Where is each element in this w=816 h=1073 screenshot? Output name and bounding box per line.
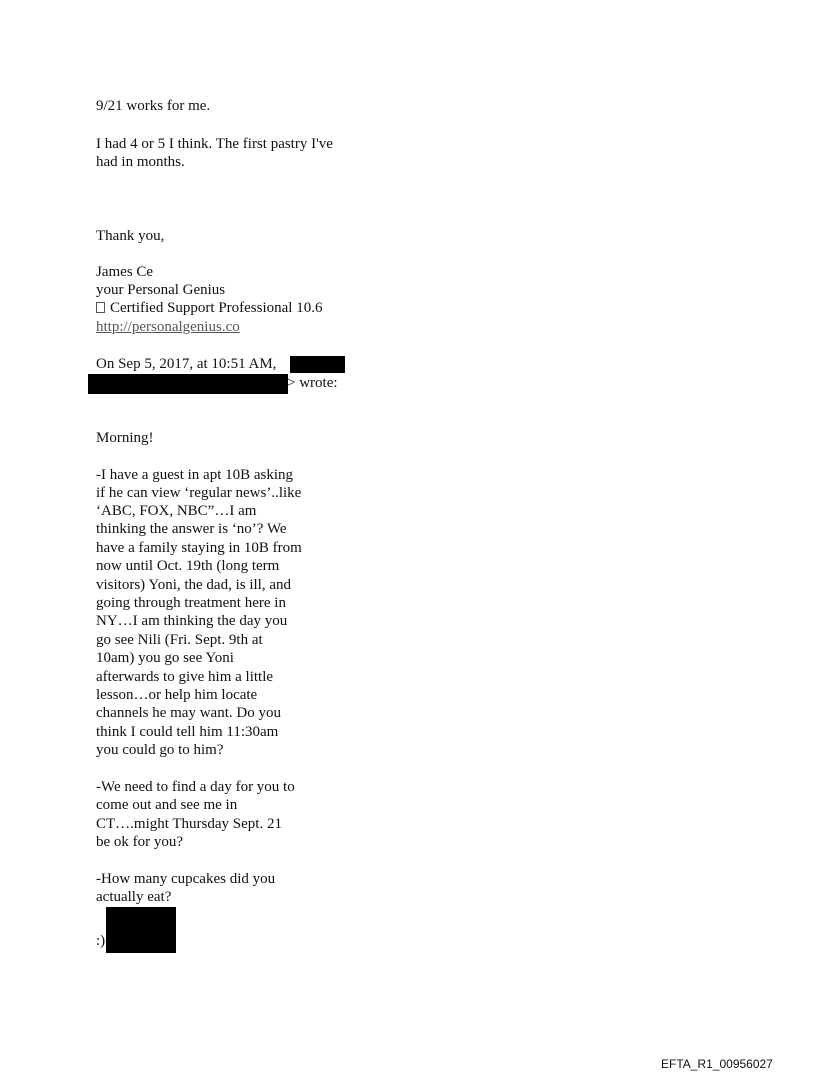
body-line: be ok for you? bbox=[96, 834, 184, 850]
redaction-box bbox=[106, 907, 176, 953]
body-line: actually eat? bbox=[96, 889, 172, 905]
body-line: visitors) Yoni, the dad, is ill, and bbox=[96, 577, 292, 593]
body-line: thinking the answer is ‘no’? We bbox=[96, 521, 287, 537]
body-line: think I could tell him 11:30am bbox=[96, 724, 279, 740]
quote-header-line: On Sep 5, 2017, at 10:51 AM, bbox=[96, 356, 277, 372]
apple-logo-icon bbox=[96, 302, 105, 313]
reply-line: I had 4 or 5 I think. The first pastry I've bbox=[96, 136, 333, 152]
body-greeting: Morning! bbox=[96, 430, 154, 446]
body-line: have a family staying in 10B from bbox=[96, 540, 302, 556]
redaction-box bbox=[290, 356, 345, 373]
body-line: ‘ABC, FOX, NBC”…I am bbox=[96, 503, 257, 519]
body-line: if he can view ‘regular news’..like bbox=[96, 485, 302, 501]
reply-line: 9/21 works for me. bbox=[96, 98, 211, 114]
signature-url-link[interactable]: http://personalgenius.co bbox=[96, 319, 240, 335]
body-line: go see Nili (Fri. Sept. 9th at bbox=[96, 632, 263, 648]
body-line: -I have a guest in apt 10B asking bbox=[96, 467, 294, 483]
signature-cert-text: Certified Support Professional 10.6 bbox=[110, 300, 323, 316]
body-line: you could go to him? bbox=[96, 742, 224, 758]
body-line: come out and see me in bbox=[96, 797, 238, 813]
signature-role: your Personal Genius bbox=[96, 282, 226, 298]
document-id: EFTA_R1_00956027 bbox=[661, 1057, 773, 1071]
body-line: -How many cupcakes did you bbox=[96, 871, 276, 887]
redaction-box bbox=[88, 374, 288, 394]
body-line: lesson…or help him locate bbox=[96, 687, 258, 703]
body-line: going through treatment here in bbox=[96, 595, 286, 611]
body-line: NY…I am thinking the day you bbox=[96, 613, 288, 629]
body-line: channels he may want. Do you bbox=[96, 705, 281, 721]
body-line: -We need to find a day for you to bbox=[96, 779, 295, 795]
signature-name: James Ce bbox=[96, 264, 154, 280]
quote-header-wrote: > wrote: bbox=[287, 375, 338, 391]
signature-thanks: Thank you, bbox=[96, 228, 165, 244]
body-line: now until Oct. 19th (long term bbox=[96, 558, 280, 574]
reply-line: had in months. bbox=[96, 154, 185, 170]
signature-cert bbox=[96, 299, 322, 317]
body-closing: :) bbox=[96, 933, 106, 949]
body-line: CT….might Thursday Sept. 21 bbox=[96, 816, 282, 832]
body-line: 10am) you go see Yoni bbox=[96, 650, 234, 666]
body-line: afterwards to give him a little bbox=[96, 669, 274, 685]
